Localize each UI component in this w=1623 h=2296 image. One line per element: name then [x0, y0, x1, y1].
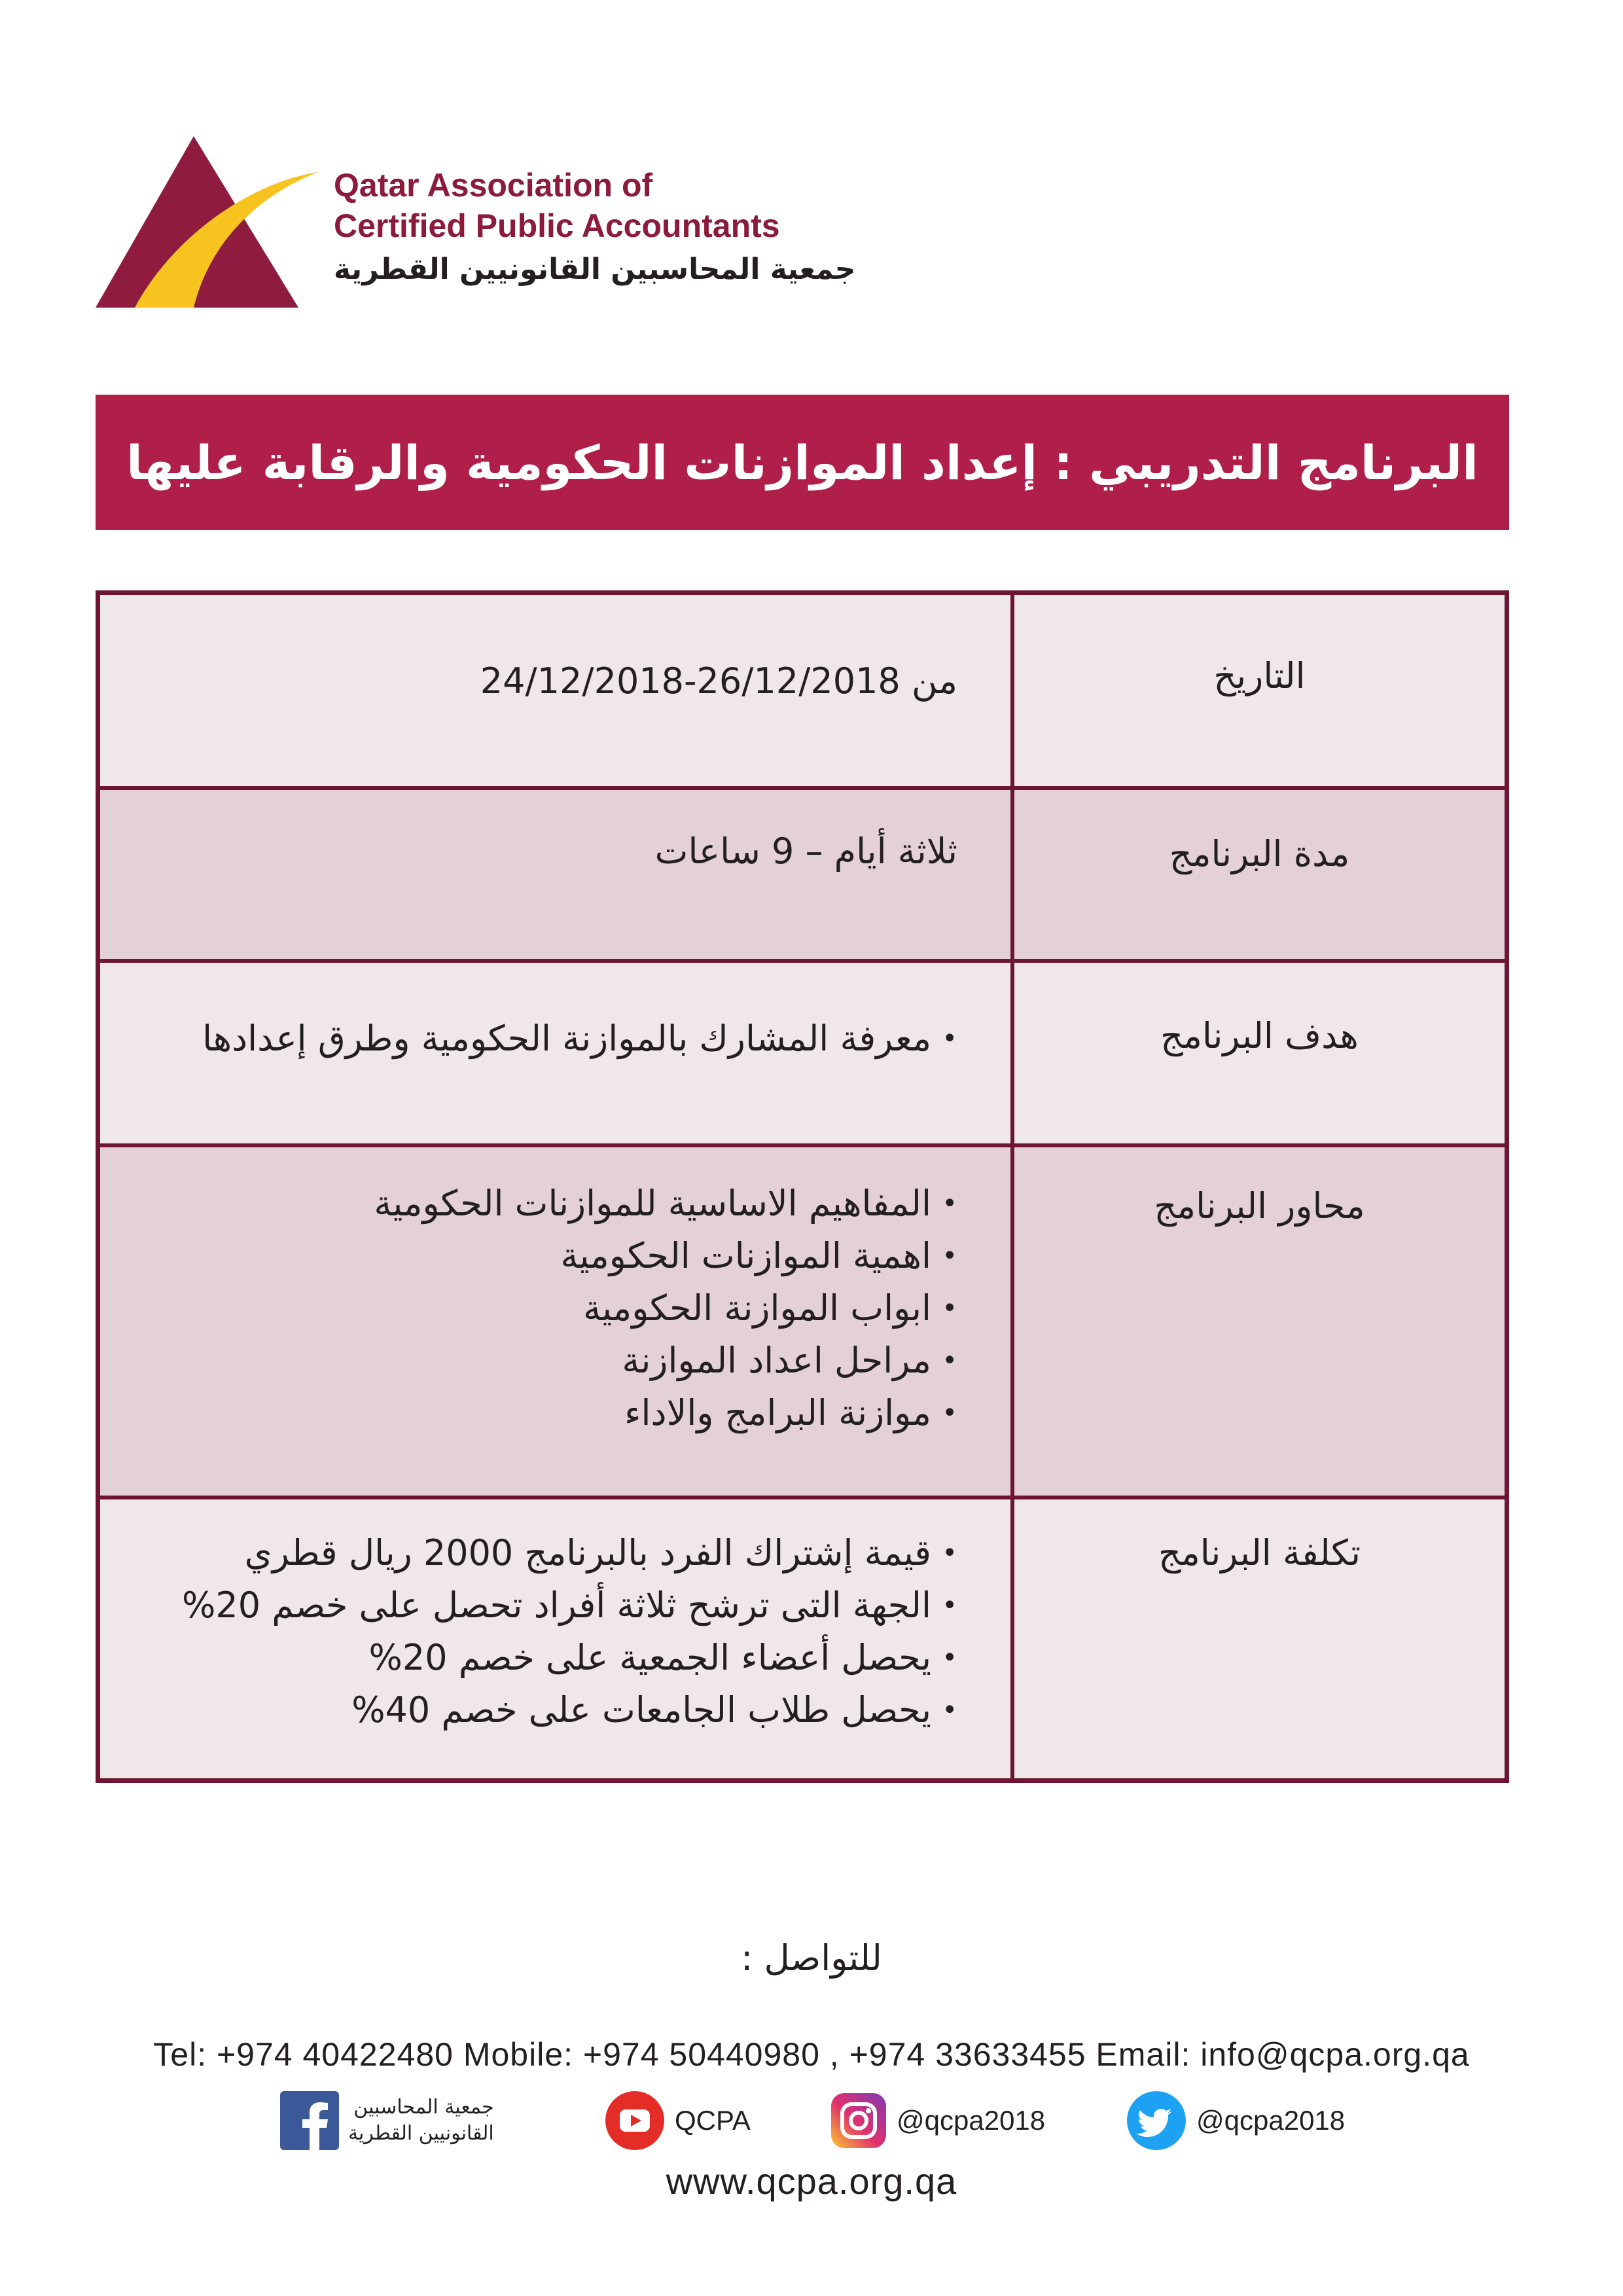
table-row-date [100, 595, 1505, 786]
youtube-icon [605, 2091, 664, 2150]
contact-title: للتواصل : [741, 1937, 882, 1979]
row-label: التاريخ [1213, 655, 1306, 696]
instagram-link[interactable] [831, 2088, 1045, 2153]
list-item: • الجهة التى ترشح ثلاثة أفراد تحصل على خصم 20% [113, 1579, 957, 1632]
youtube-link[interactable] [605, 2088, 751, 2153]
program-table [96, 590, 1509, 1783]
row-value [113, 1527, 957, 1736]
list-item: • مراحل اعداد الموازنة [126, 1335, 957, 1387]
list-item: • المفاهيم الاساسية للموازنات الحكومية [126, 1177, 957, 1230]
list-item: • يحصل طلاب الجامعات على خصم 40% [113, 1684, 957, 1736]
list-item: • يحصل أعضاء الجمعية على خصم 20% [113, 1632, 957, 1684]
row-label: مدة البرنامج [1169, 833, 1350, 874]
twitter-link[interactable] [1127, 2088, 1345, 2153]
program-title: البرنامج التدريبي : إعداد الموازنات الحكومية والرقابة عليها [96, 395, 1509, 530]
list-item: • ابواب الموازنة الحكومية [126, 1282, 957, 1335]
logo-mark-icon [96, 136, 318, 308]
row-value [126, 1013, 957, 1065]
row-value: من 26/12/2018-24/12/2018 [480, 660, 957, 702]
website-link[interactable]: www.qcpa.org.qa [666, 2161, 957, 2202]
list-item: • موازنة البرامج والاداء [126, 1387, 957, 1439]
row-label: هدف البرنامج [1160, 1015, 1359, 1056]
brand-text [334, 165, 855, 291]
facebook-link[interactable] [280, 2088, 494, 2153]
facebook-label: جمعية المحاسبين القانونيين القطرية [348, 2096, 494, 2145]
brand-name-en-1: Qatar Association of [334, 167, 653, 204]
table-row-goal [100, 959, 1505, 1143]
row-label: تكلفة البرنامج [1158, 1532, 1361, 1573]
row-value: ثلاثة أيام – 9 ساعات [654, 831, 957, 872]
instagram-label: @qcpa2018 [897, 2105, 1046, 2136]
list-item: • معرفة المشارك بالموازنة الحكومية وطرق إعدادها [126, 1013, 957, 1065]
table-row-cost [100, 1496, 1505, 1778]
twitter-icon [1127, 2091, 1186, 2150]
row-value [126, 1177, 957, 1439]
twitter-label: @qcpa2018 [1196, 2105, 1346, 2136]
table-row-topics [100, 1143, 1505, 1496]
facebook-icon [280, 2091, 339, 2150]
brand-name-en-2: Certified Public Accountants [334, 207, 780, 244]
list-item: • اهمية الموازنات الحكومية [126, 1230, 957, 1282]
contact-info: Tel: +974 40422480 Mobile: +974 50440980 , +974 33633455 Email: info@qcpa.org.qa [153, 2036, 1470, 2073]
instagram-icon [831, 2093, 886, 2148]
youtube-label: QCPA [675, 2105, 751, 2136]
row-label: محاور البرنامج [1154, 1185, 1365, 1227]
table-row-duration [100, 786, 1505, 959]
brand-name-ar: جمعية المحاسبين القانونيين القطرية [334, 253, 856, 286]
list-item: • قيمة إشتراك الفرد بالبرنامج 2000 ريال قطري [113, 1527, 957, 1579]
